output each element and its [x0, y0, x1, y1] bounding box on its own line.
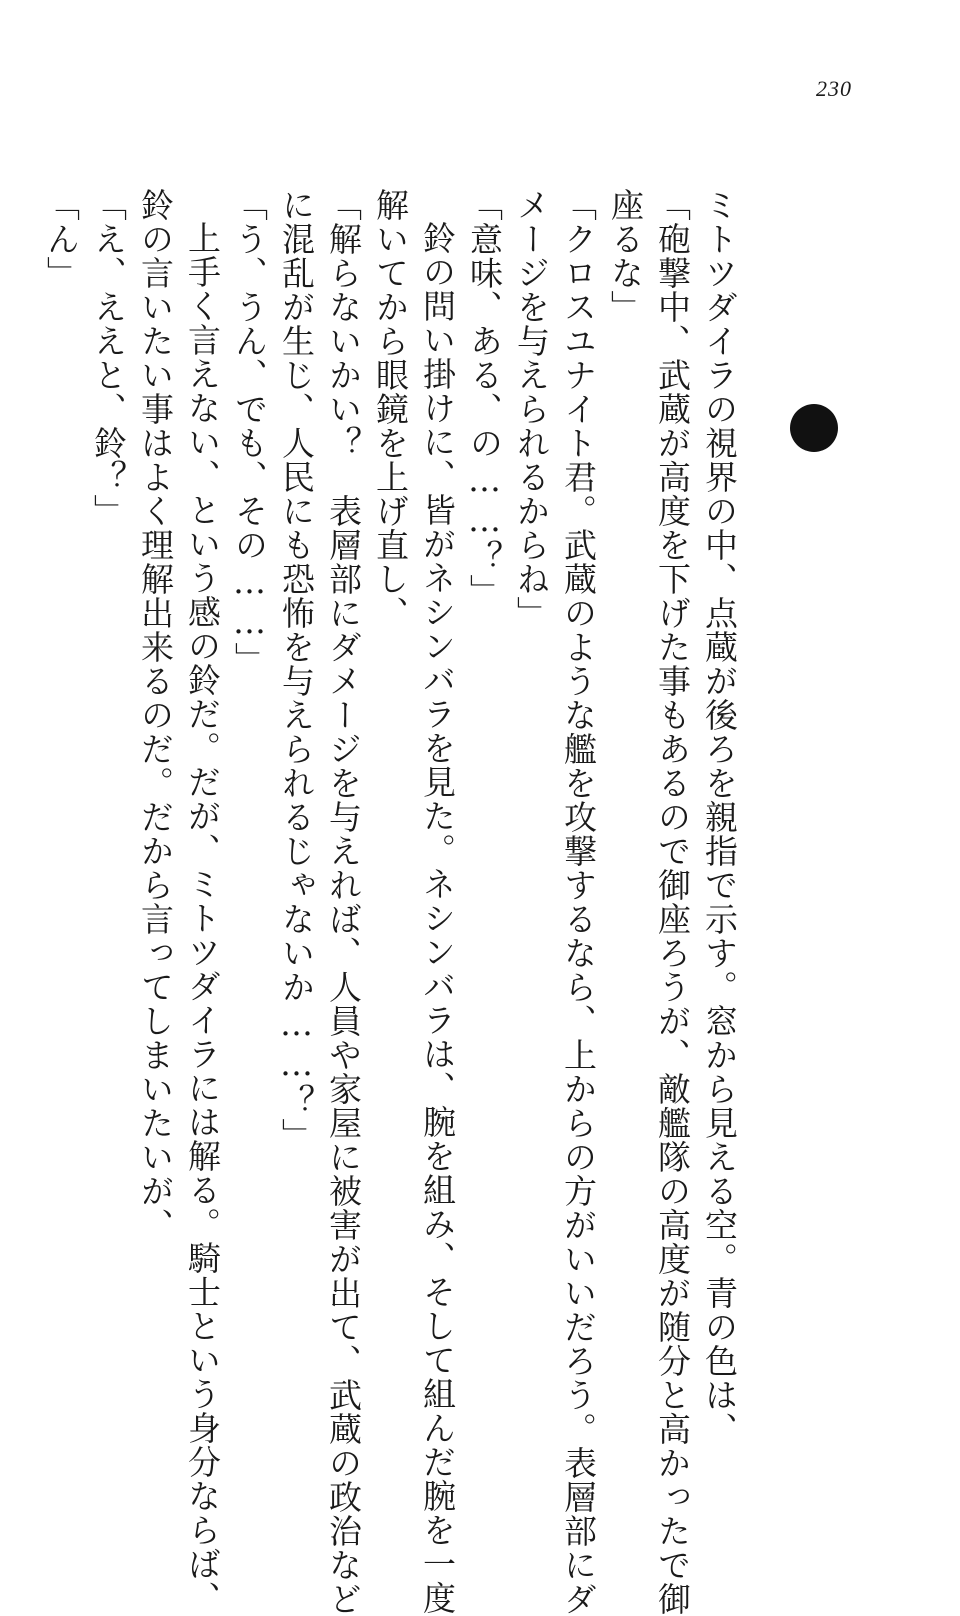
text-column: メージを与えられるからね」 — [512, 188, 551, 630]
text-column: 解いてから眼鏡を上げ直し、 — [371, 188, 410, 630]
text-column: 「ん」 — [42, 188, 81, 290]
text-column: 「え、ええと、鈴？」 — [89, 188, 128, 528]
text-column: ミトツダイラの視界の中、点蔵が後ろを親指で示す。窓から見える空。青の色は、 — [700, 188, 739, 1446]
text-column: 鈴の言いたい事はよく理解出来るのだ。だから言ってしまいたいが、 — [136, 188, 175, 1242]
vertical-text-body — [42, 188, 739, 1616]
section-marker-bullet — [790, 404, 838, 452]
text-column: 「意味、ある、の……？」 — [465, 188, 504, 608]
text-column: 「砲撃中、武蔵が高度を下げた事もあるので御座ろうが、敵艦隊の高度が随分と高かったで御 — [653, 188, 692, 1616]
text-column: 座るな」 — [606, 188, 645, 324]
text-column: 鈴の問い掛けに、皆がネシンバラを見た。ネシンバラは、腕を組み、そして組んだ腕を一度 — [418, 221, 457, 1615]
text-column: 「クロスユナイト君。武蔵のような艦を攻撃するなら、上からの方がいいだろう。表層部にダ — [559, 188, 598, 1616]
page-number: 230 — [816, 76, 852, 101]
text-column: 「解らないかい？ 表層部にダメージを与えれば、人員や家屋に被害が出て、武蔵の政治など — [324, 188, 363, 1616]
text-column: 「う、うん、でも、その……」 — [230, 188, 269, 676]
text-column: 上手く言えない、という感の鈴だ。だが、ミトツダイラには解る。騎士という身分ならば、 — [183, 221, 222, 1615]
text-column: に混乱が生じ、人民にも恐怖を与えられるじゃないか……？」 — [277, 188, 316, 1152]
